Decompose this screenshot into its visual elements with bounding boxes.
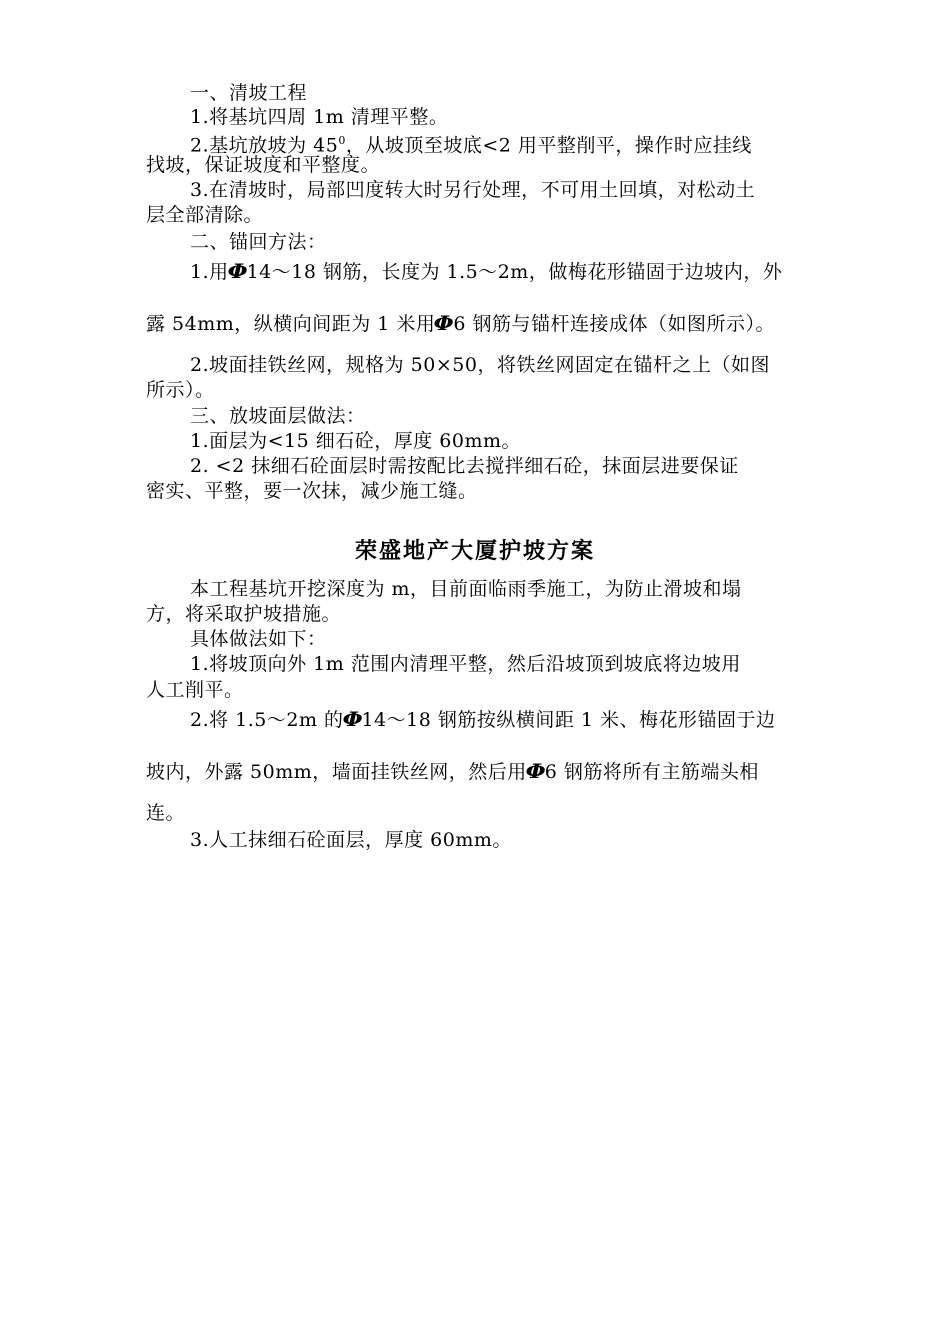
paragraph-line: 本工程基坑开挖深度为 m，目前面临雨季施工，为防止滑坡和塌 xyxy=(190,578,742,600)
document-title: 荣盛地产大厦护坡方案 xyxy=(354,538,595,564)
paragraph-line xyxy=(190,706,810,733)
paragraph-line xyxy=(146,310,810,337)
text-run: 2.将 1.5～2m 的 xyxy=(190,709,344,731)
paragraph-line: 密实、平整，要一次抹，减少施工缝。 xyxy=(146,480,478,502)
paragraph-line: 方，将采取护坡措施。 xyxy=(146,603,342,625)
text-run: 2.基坑放坡为 45 xyxy=(190,134,339,157)
text-run: 6 钢筋将所有主筋端头相 xyxy=(544,761,759,783)
paragraph-line: 层全部清除。 xyxy=(146,204,264,226)
rebar-grade-icon: Φ xyxy=(525,759,547,783)
rebar-grade-icon: Φ xyxy=(227,259,248,283)
text-run: ，从坡顶至坡底<2 用平整削平，操作时应挂线 xyxy=(345,134,752,157)
paragraph-line: 3.在清坡时，局部凹度转大时另行处理，不可用土回填，对松动土 xyxy=(190,179,756,201)
paragraph-line: 2. <2 抹细石砼面层时需按配比去搅拌细石砼，抹面层进要保证 xyxy=(190,455,739,477)
paragraph-line: 人工削平。 xyxy=(146,679,244,701)
section-heading-1: 一、清坡工程 xyxy=(190,82,308,104)
paragraph-line xyxy=(146,758,810,785)
text-run: 14～18 钢筋，长度为 1.5～2m，做梅花形锚固于边坡内，外 xyxy=(246,261,783,283)
text-run: 露 54mm，纵横向间距为 1 米用 xyxy=(146,313,436,335)
paragraph-line xyxy=(190,258,810,285)
section-heading-3: 三、放坡面层做法： xyxy=(190,405,366,427)
rebar-grade-icon: Φ xyxy=(342,707,363,731)
paragraph-line: 1.面层为<15 细石砼，厚度 60mm。 xyxy=(190,430,522,452)
paragraph-line: 2.坡面挂铁丝网，规格为 50×50，将铁丝网固定在锚杆之上（如图 xyxy=(190,354,770,376)
paragraph-line: 连。 xyxy=(146,802,186,824)
text-run: 6 钢筋与锚杆连接成体（如图所示）。 xyxy=(453,313,775,335)
paragraph-line: 1.将坡顶向外 1m 范围内清理平整，然后沿坡顶到坡底将边坡用 xyxy=(190,653,741,675)
text-run: 14～18 钢筋按纵横间距 1 米、梅花形锚固于边 xyxy=(361,709,776,731)
rebar-grade-icon: Φ xyxy=(434,311,455,335)
text-run: 1.用 xyxy=(190,261,229,283)
paragraph-line: 1.将基坑四周 1m 清理平整。 xyxy=(190,106,449,128)
degree-superscript: 0 xyxy=(338,134,346,147)
paragraph-line: 3.人工抹细石砼面层，厚度 60mm。 xyxy=(190,829,512,851)
paragraph-line: 找坡，保证坡度和平整度。 xyxy=(146,154,381,176)
paragraph-line: 所示）。 xyxy=(146,379,215,401)
text-run: 坡内，外露 50mm，墙面挂铁丝网，然后用 xyxy=(146,761,527,783)
paragraph-line: 具体做法如下： xyxy=(190,628,327,650)
section-heading-2: 二、锚回方法： xyxy=(190,231,327,253)
